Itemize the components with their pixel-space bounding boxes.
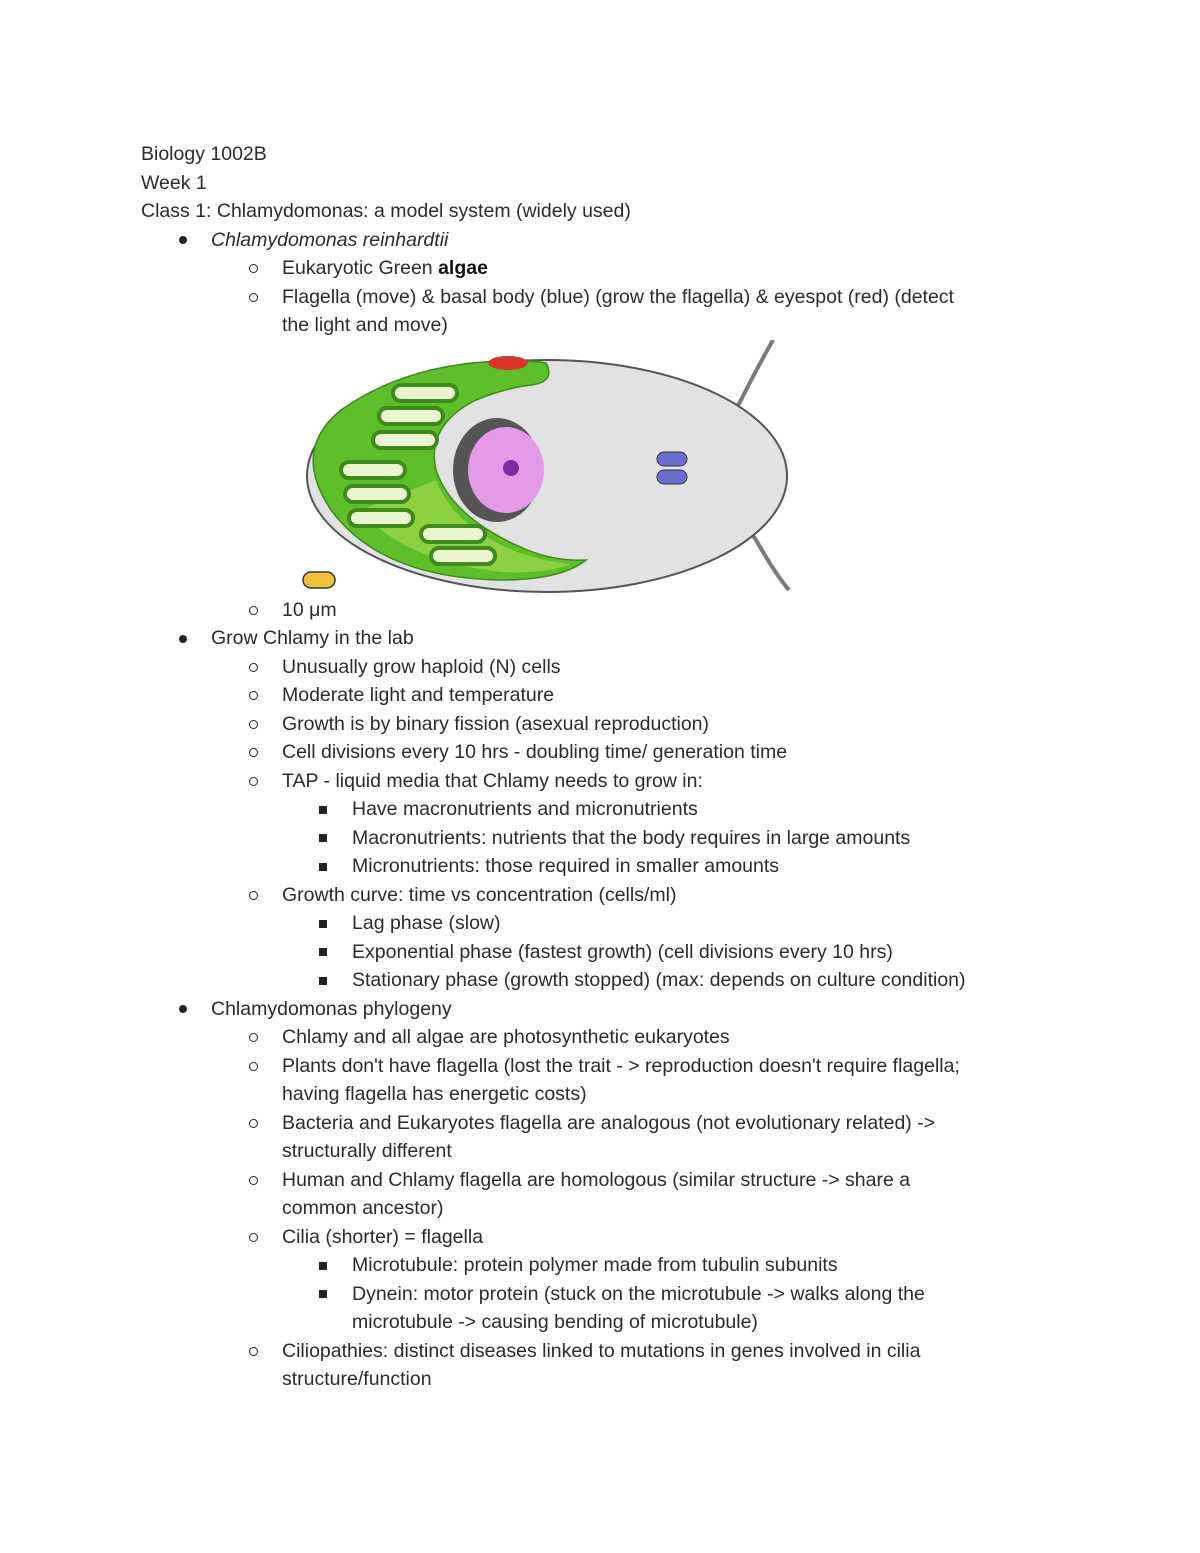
section-title: Grow Chlamy in the lab: [211, 627, 414, 649]
list-item: [141, 1337, 1061, 1366]
list-item-continuation: the light and move): [282, 314, 448, 336]
list-item: [141, 624, 1061, 653]
item-text: Stationary phase (growth stopped) (max: depends on culture condition): [352, 969, 966, 991]
item-text: Ciliopathies: distinct diseases linked to mutations in genes involved in cilia: [282, 1339, 921, 1362]
bullet-ring-icon: [243, 1023, 263, 1052]
list-item: [141, 710, 1061, 739]
item-text: Microtubule: protein polymer made from tubulin subunits: [352, 1254, 838, 1276]
list-item-continuation: structure/function: [282, 1368, 432, 1390]
bold-term: algae: [438, 257, 488, 279]
list-item: [141, 909, 1061, 938]
item-text: Cilia (shorter) = flagella: [282, 1225, 484, 1248]
list-item-continuation: common ancestor): [282, 1197, 444, 1219]
item-text: Human and Chlamy flagella are homologous (similar structure -> share a: [282, 1168, 911, 1191]
bullet-square-icon: [313, 966, 333, 995]
bullet-square-icon: [313, 795, 333, 824]
item-text: Cell divisions every 10 hrs - doubling time/ generation time: [282, 741, 788, 763]
nucleolus: [503, 460, 519, 476]
item-text: 10 μm: [282, 598, 337, 621]
bullet-disc-icon: [173, 624, 193, 653]
list-item: [141, 966, 1061, 995]
list-item: [141, 1280, 1061, 1309]
item-text: Growth curve: time vs concentration (cells/ml): [282, 883, 677, 906]
item-text: Plants don't have flagella (lost the trait - > reproduction doesn't require flagella;: [282, 1054, 960, 1077]
item-text: Macronutrients: nutrients that the body requires in large amounts: [352, 826, 911, 849]
bullet-square-icon: [313, 1251, 333, 1280]
bullet-square-icon: [313, 852, 333, 881]
list-item: [141, 653, 1061, 682]
item-text: Dynein: motor protein (stuck on the microtubule -> walks along the: [352, 1282, 925, 1305]
bullet-ring-icon: [243, 596, 263, 625]
list-item: [141, 938, 1061, 967]
list-item: [141, 995, 1061, 1024]
bullet-disc-icon: [173, 995, 193, 1024]
item-text: Moderate light and temperature: [282, 684, 555, 706]
basal-body-lower: [657, 470, 687, 484]
section-title: Chlamydomonas phylogeny: [211, 997, 452, 1020]
item-text: TAP - liquid media that Chlamy needs to grow in:: [282, 769, 703, 792]
list-item: [141, 1223, 1061, 1252]
item-text: Eukaryotic Green: [282, 257, 439, 279]
list-item: [141, 1251, 1061, 1280]
list-item-continuation: structurally different: [282, 1140, 452, 1162]
bullet-ring-icon: [243, 1337, 263, 1366]
item-text: Flagella (move) & basal body (blue) (grow the flagella) & eyespot (red) (detect: [282, 285, 954, 308]
item-text: Chlamy and all algae are photosynthetic eukaryotes: [282, 1026, 730, 1048]
list-item: [141, 824, 1061, 853]
list-item: [141, 881, 1061, 910]
item-text: Have macronutrients and micronutrients: [352, 798, 698, 820]
list-item: [141, 795, 1061, 824]
list-item-continuation: having flagella has energetic costs): [282, 1083, 587, 1105]
list-item: [141, 681, 1061, 710]
bullet-ring-icon: [243, 254, 263, 283]
basal-body-upper: [657, 452, 687, 466]
list-item: [141, 283, 1061, 312]
bullet-ring-icon: [243, 881, 263, 910]
bullet-square-icon: [313, 938, 333, 967]
item-text: Exponential phase (fastest growth) (cell divisions every 10 hrs): [352, 940, 893, 963]
list-item: [141, 226, 1061, 255]
item-text: Micronutrients: those required in smaller amounts: [352, 855, 780, 877]
list-item: [141, 1166, 1061, 1195]
course-title: Biology 1002B: [141, 143, 267, 165]
item-text: Unusually grow haploid (N) cells: [282, 655, 561, 678]
bullet-ring-icon: [243, 653, 263, 682]
bullet-ring-icon: [243, 283, 263, 312]
list-item: [141, 1052, 1061, 1081]
cell-illustration: [301, 340, 801, 596]
list-item: [141, 596, 1061, 625]
chlamydomonas-diagram: [141, 340, 1061, 596]
bullet-ring-icon: [243, 1109, 263, 1138]
bullet-ring-icon: [243, 681, 263, 710]
bullet-disc-icon: [173, 226, 193, 255]
week-label: Week 1: [141, 171, 207, 194]
bullet-square-icon: [313, 1280, 333, 1309]
list-item: [141, 738, 1061, 767]
list-item: [141, 1023, 1061, 1052]
item-text: Growth is by binary fission (asexual reproduction): [282, 712, 710, 735]
bullet-ring-icon: [243, 1052, 263, 1081]
list-item: [141, 852, 1061, 881]
list-item: [141, 1109, 1061, 1138]
list-item: [141, 254, 1061, 283]
list-item: [141, 767, 1061, 796]
list-item-continuation: microtubule -> causing bending of microtubule): [352, 1311, 758, 1333]
bullet-square-icon: [313, 909, 333, 938]
eyespot: [488, 356, 528, 370]
document-body: [141, 140, 1061, 1394]
bullet-ring-icon: [243, 1166, 263, 1195]
item-text: Lag phase (slow): [352, 912, 501, 934]
class-title: Class 1: Chlamydomonas: a model system (widely used): [141, 200, 631, 222]
scale-bar: [303, 572, 335, 588]
species-name: Chlamydomonas reinhardtii: [211, 228, 449, 251]
bullet-ring-icon: [243, 1223, 263, 1252]
bullet-square-icon: [313, 824, 333, 853]
item-text: Bacteria and Eukaryotes flagella are analogous (not evolutionary related) ->: [282, 1111, 936, 1134]
bullet-ring-icon: [243, 738, 263, 767]
bullet-ring-icon: [243, 710, 263, 739]
bullet-ring-icon: [243, 767, 263, 796]
